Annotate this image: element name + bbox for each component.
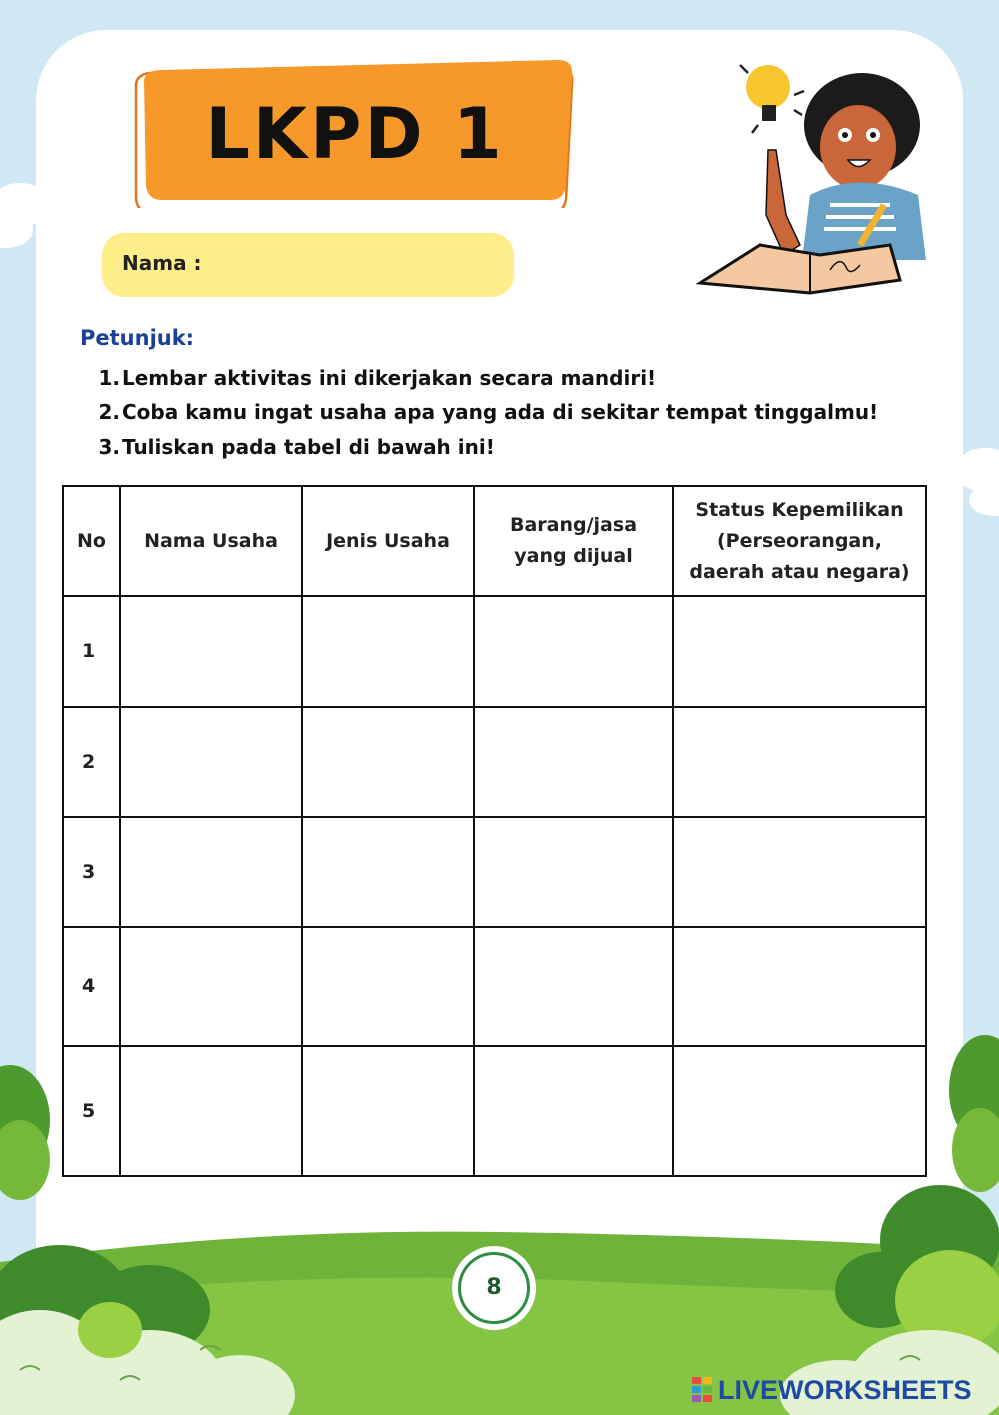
liveworksheets-watermark (692, 1374, 972, 1406)
header-no: No (63, 486, 120, 596)
header-nama-usaha: Nama Usaha (120, 486, 302, 596)
header-status-line3: daerah atau negara) (689, 560, 910, 583)
name-label: Nama : (122, 251, 202, 275)
liveworksheets-logo-icon (692, 1377, 714, 1403)
row-number: 5 (63, 1046, 120, 1176)
row-number: 4 (63, 927, 120, 1045)
instruction-text: Lembar aktivitas ini dikerjakan secara mandiri! (122, 366, 657, 390)
row-number: 1 (63, 596, 120, 706)
row-number: 2 (63, 707, 120, 817)
instruction-text: Coba kamu ingat usaha apa yang ada di sekitar tempat tinggalmu! (122, 400, 879, 424)
watermark-text: LIVEWORKSHEETS (718, 1374, 972, 1405)
instructions-heading: Petunjuk: (80, 326, 195, 350)
page-number: 8 (458, 1252, 530, 1324)
row-number: 3 (63, 817, 120, 927)
page-title: LKPD 1 (205, 93, 505, 175)
header-status-line2: (Perseorangan, (717, 529, 882, 552)
header-barang-line1: Barang/jasa (509, 514, 638, 537)
header-barang-line2: yang dijual (514, 545, 633, 568)
instruction-number: 2. (98, 400, 120, 424)
header-status-line1: Status Kepemilikan (695, 498, 904, 521)
instruction-number: 1. (98, 366, 120, 390)
instruction-number: 3. (98, 435, 120, 459)
header-jenis-usaha: Jenis Usaha (302, 486, 474, 596)
instruction-text: Tuliskan pada tabel di bawah ini! (122, 435, 495, 459)
